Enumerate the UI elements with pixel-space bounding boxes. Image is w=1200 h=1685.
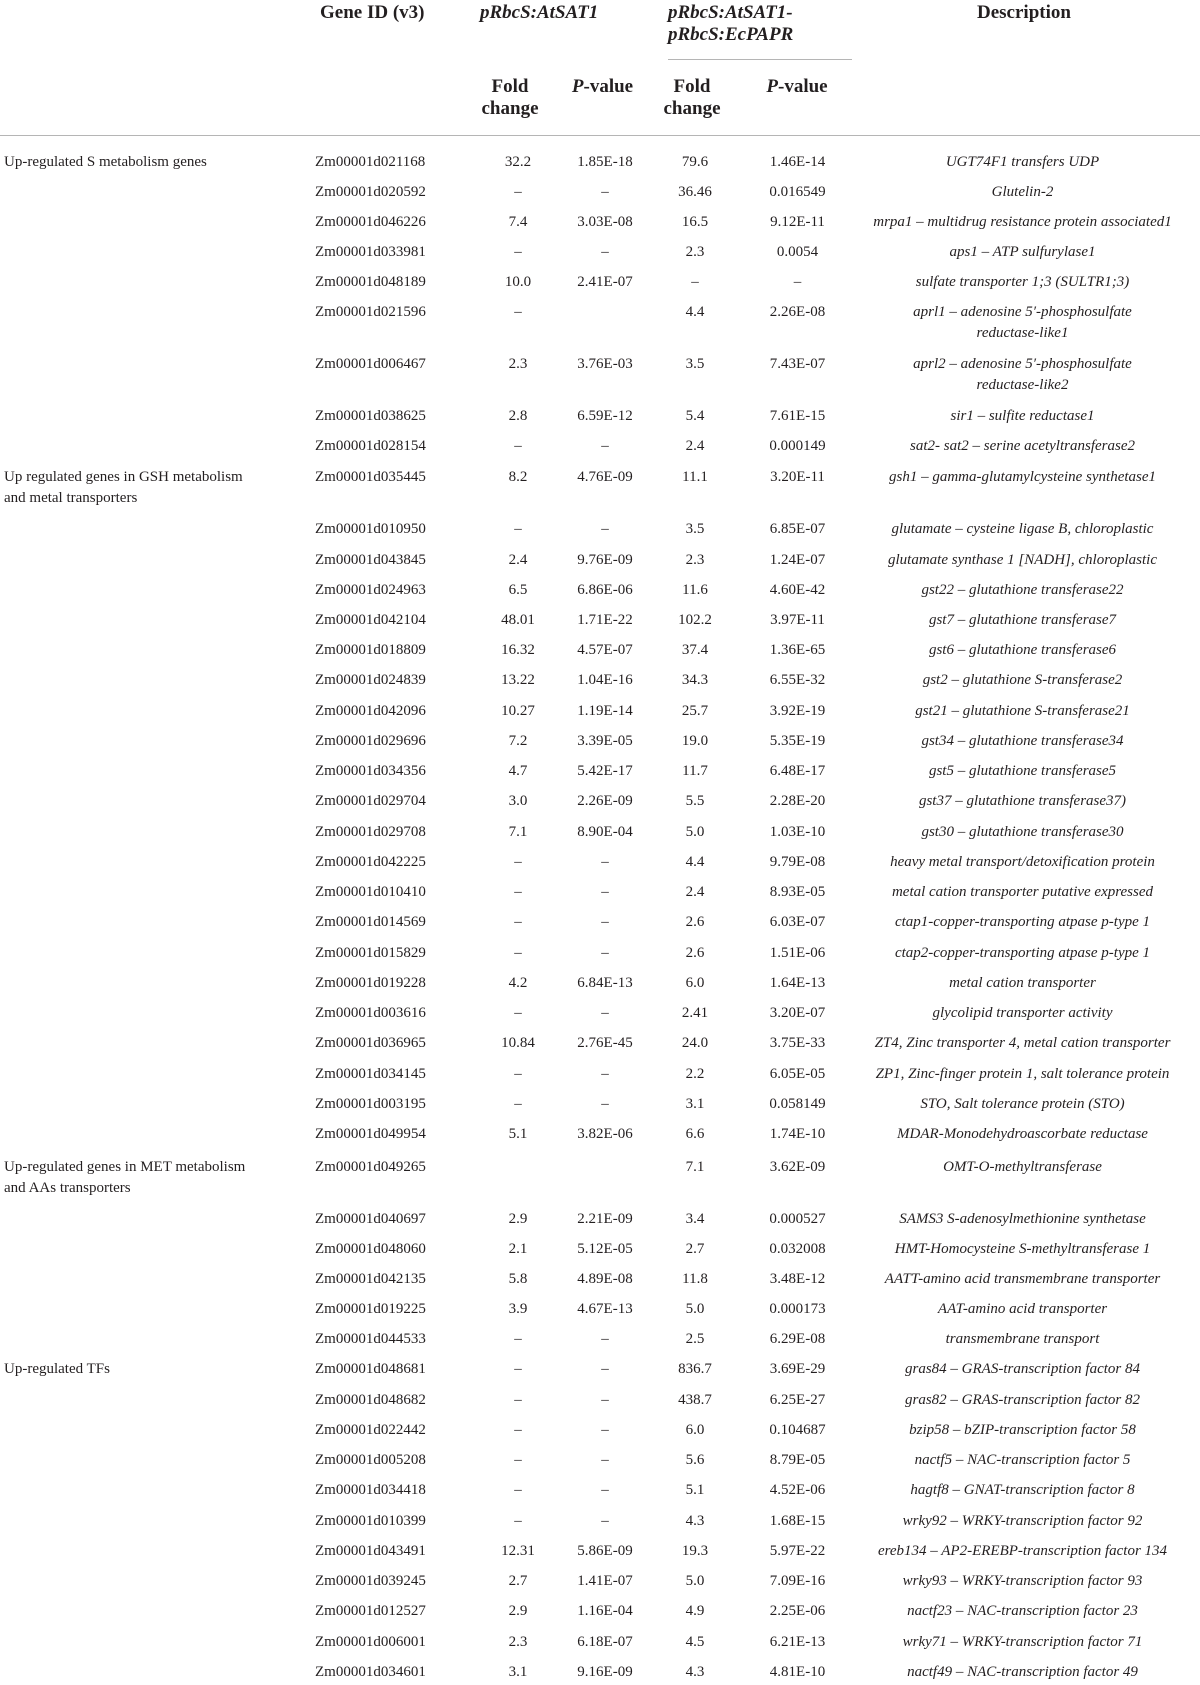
fold-change-2-cell: 6.0 [685, 1422, 705, 1438]
fold-change-1-cell: 2.9 [508, 1603, 528, 1619]
p-value-1-cell: 9.16E-09 [577, 1664, 633, 1680]
fold-change-1-cell: – [514, 1482, 522, 1498]
p-value-2-cell: 8.79E-05 [769, 1452, 826, 1468]
gene-id-cell: Zm00001d029704 [315, 793, 426, 809]
p-value-2-cell: 4.52E-06 [769, 1482, 826, 1498]
p-value-2-cell: 3.62E-09 [769, 1159, 826, 1175]
p-value-1-cell: 3.76E-03 [577, 356, 633, 372]
fold-change-2-cell: 2.6 [685, 914, 705, 930]
gene-id-cell: Zm00001d024963 [315, 582, 426, 598]
p-value-2-cell: 4.60E-42 [769, 582, 826, 598]
gene-id-cell: Zm00001d021168 [315, 154, 426, 170]
p-value-1-cell: – [601, 1005, 609, 1021]
description-cell: metal cation transporter putative expressed [891, 884, 1154, 900]
fold-change-2-cell: 2.4 [685, 438, 705, 454]
p-value-1-cell: 1.41E-07 [577, 1573, 633, 1589]
fold-change-1-cell: 13.22 [501, 672, 535, 688]
fold-change-2-cell: 5.0 [685, 824, 705, 840]
gene-id-cell: Zm00001d048060 [315, 1241, 426, 1257]
p-value-1-cell: – [601, 854, 609, 870]
fold-change-2-cell: 3.5 [685, 521, 705, 537]
p-value-1-cell: 2.21E-09 [577, 1211, 633, 1227]
p-value-2-cell: 1.03E-10 [769, 824, 826, 840]
fold-change-1-cell: – [514, 1361, 522, 1377]
fold-change-1-cell: 6.5 [508, 582, 528, 598]
p-value-2-cell: 2.25E-06 [769, 1603, 826, 1619]
description-cell: gst37 – glutathione transferase37) [918, 793, 1127, 809]
fold-change-2-cell: 102.2 [678, 612, 712, 628]
fold-change-2-cell: 2.2 [685, 1066, 705, 1082]
description-cell: glutamate – cysteine ligase B, chloroplastic [891, 521, 1154, 537]
gene-id-cell: Zm00001d003195 [315, 1096, 426, 1112]
gene-id-cell: Zm00001d019225 [315, 1301, 426, 1317]
description-cell: aprl2 – adenosine 5′-phosphosulfate reductase-like2 [913, 356, 1132, 393]
gene-id-cell: Zm00001d010950 [315, 521, 426, 537]
gene-id-cell: Zm00001d036965 [315, 1035, 426, 1051]
gene-id-cell: Zm00001d042104 [315, 612, 426, 628]
description-cell: wrky92 – WRKY-transcription factor 92 [902, 1513, 1143, 1529]
fold-change-1-cell: 2.3 [508, 356, 528, 372]
description-cell: AATT-amino acid transmembrane transporter [884, 1271, 1161, 1287]
fold-change-2-cell: 16.5 [681, 214, 709, 230]
gene-id-cell: Zm00001d010399 [315, 1513, 426, 1529]
gene-id-cell: Zm00001d034145 [315, 1066, 426, 1082]
description-cell: metal cation transporter [949, 975, 1096, 991]
p-value-2-cell: 1.74E-10 [769, 1126, 826, 1142]
p-value-2-cell: 9.79E-08 [769, 854, 826, 870]
fold-change-1-cell: 5.1 [508, 1126, 528, 1142]
fold-change-1-cell: 5.8 [508, 1271, 528, 1287]
p-value-2-cell: 0.032008 [769, 1241, 826, 1257]
fold-change-2-cell: 5.4 [685, 408, 705, 424]
description-cell: OMT-O-methyltransferase [943, 1159, 1102, 1175]
fold-change-2-cell: 6.6 [685, 1126, 705, 1142]
fold-change-1-cell: 32.2 [504, 154, 532, 170]
p-value-1-cell: – [601, 438, 609, 454]
p-value-1-cell: 3.82E-06 [577, 1126, 633, 1142]
fold-change-2-cell: 2.3 [685, 244, 705, 260]
fold-change-1-cell: 8.2 [508, 469, 528, 485]
description-cell: glycolipid transporter activity [932, 1005, 1113, 1021]
gene-id-cell: Zm00001d021596 [315, 304, 426, 320]
header-group2-rule [668, 59, 852, 60]
fold-change-1-cell: 7.2 [508, 733, 528, 749]
p-value-2-cell: 8.93E-05 [769, 884, 826, 900]
p-value-2-cell: 6.48E-17 [769, 763, 826, 779]
p-value-1-cell: 9.76E-09 [577, 552, 633, 568]
fold-change-1-cell: – [514, 184, 522, 200]
gene-id-cell: Zm00001d003616 [315, 1005, 426, 1021]
p-value-2-cell: 3.20E-11 [770, 469, 825, 485]
fold-change-1-cell: 7.4 [508, 214, 528, 230]
description-cell: wrky93 – WRKY-transcription factor 93 [902, 1573, 1143, 1589]
fold-change-1-cell: 2.4 [508, 552, 528, 568]
p-value-1-cell: 6.86E-06 [577, 582, 633, 598]
fold-change-1-cell: 3.0 [508, 793, 528, 809]
fold-change-1-cell: – [514, 438, 522, 454]
p-value-1-cell: – [601, 884, 609, 900]
gene-id-cell: Zm00001d044533 [315, 1331, 426, 1347]
description-cell: wrky71 – WRKY-transcription factor 71 [902, 1634, 1143, 1650]
fold-change-1-cell: 48.01 [501, 612, 535, 628]
gene-id-cell: Zm00001d040697 [315, 1211, 426, 1227]
p-value-2-cell: 1.68E-15 [769, 1513, 826, 1529]
fold-change-1-cell: – [514, 1513, 522, 1529]
fold-change-1-cell: 2.8 [508, 408, 528, 424]
fold-change-2-cell: 2.6 [685, 945, 705, 961]
fold-change-2-cell: 7.1 [685, 1159, 705, 1175]
p-value-2-cell: 1.51E-06 [769, 945, 826, 961]
description-cell: gst21 – glutathione S-transferase21 [915, 703, 1130, 719]
gene-id-cell: Zm00001d028154 [315, 438, 426, 454]
fold-change-2-cell: 79.6 [681, 154, 709, 170]
p-value-2-cell: 3.75E-33 [769, 1035, 826, 1051]
fold-change-1-cell: – [514, 1005, 522, 1021]
p-value-2-cell: 5.97E-22 [769, 1543, 826, 1559]
gene-id-cell: Zm00001d006001 [315, 1634, 426, 1650]
header-group2: pRbcS:AtSAT1- pRbcS:EcPAPR [668, 2, 794, 45]
description-cell: nactf5 – NAC-transcription factor 5 [914, 1452, 1131, 1468]
p-value-1-cell: 2.41E-07 [577, 274, 633, 290]
description-cell: sat2- sat2 – serine acetyltransferase2 [910, 438, 1135, 454]
description-cell: gst30 – glutathione transferase30 [921, 824, 1124, 840]
p-value-1-cell: – [601, 1096, 609, 1112]
description-cell: gst2 – glutathione S-transferase2 [922, 672, 1123, 688]
gene-id-cell: Zm00001d042096 [315, 703, 426, 719]
gene-id-cell: Zm00001d042135 [315, 1271, 426, 1287]
fold-change-1-cell: 2.3 [508, 1634, 528, 1650]
p-value-2-cell: 2.26E-08 [769, 304, 826, 320]
fold-change-2-cell: 11.6 [682, 582, 708, 598]
p-value-2-cell: 0.0054 [776, 244, 819, 260]
fold-change-1-cell: 2.1 [508, 1241, 528, 1257]
gene-id-cell: Zm00001d018809 [315, 642, 426, 658]
p-value-2-cell: 4.81E-10 [769, 1664, 826, 1680]
p-value-2-cell: 0.104687 [769, 1422, 826, 1438]
description-cell: HMT-Homocysteine S-methyltransferase 1 [894, 1241, 1151, 1257]
p-value-1-cell: 3.39E-05 [577, 733, 633, 749]
gene-id-cell: Zm00001d029708 [315, 824, 426, 840]
p-value-1-cell: – [601, 1513, 609, 1529]
description-cell: UGT74F1 transfers UDP [945, 154, 1100, 170]
description-cell: SAMS3 S-adenosylmethionine synthetase [899, 1211, 1146, 1227]
fold-change-2-cell: 6.0 [685, 975, 705, 991]
category-label: Up regulated genes in GSH metabolism and metal transporters [4, 469, 243, 506]
category-label: Up-regulated genes in MET metabolism and AAs transporters [4, 1159, 246, 1196]
description-cell: MDAR-Monodehydroascorbate reductase [897, 1126, 1148, 1142]
fold-change-1-cell: 4.7 [508, 763, 528, 779]
p-value-2-cell: 6.85E-07 [769, 521, 826, 537]
fold-change-1-cell: – [514, 914, 522, 930]
p-value-1-cell: – [601, 1066, 609, 1082]
p-value-2-cell: 0.000173 [769, 1301, 826, 1317]
p-value-1-cell: – [601, 1392, 609, 1408]
p-value-1-cell: 1.85E-18 [577, 154, 633, 170]
p-value-2-cell: 6.21E-13 [769, 1634, 826, 1650]
gene-id-cell: Zm00001d010410 [315, 884, 426, 900]
gene-id-cell: Zm00001d043491 [315, 1543, 426, 1559]
fold-change-1-cell: – [514, 854, 522, 870]
description-cell: hagtf8 – GNAT-transcription factor 8 [910, 1482, 1135, 1498]
fold-change-2-cell: 25.7 [681, 703, 709, 719]
p-value-2-cell: 7.43E-07 [769, 356, 826, 372]
fold-change-2-cell: 19.3 [681, 1543, 709, 1559]
fold-change-2-cell: 24.0 [681, 1035, 709, 1051]
fold-change-1-cell: – [514, 1066, 522, 1082]
description-cell: ctap1-copper-transporting atpase p-type 1 [894, 914, 1151, 930]
description-cell: mrpa1 – multidrug resistance protein associated1 [873, 214, 1172, 230]
fold-change-2-cell: 2.5 [685, 1331, 705, 1347]
p-value-2-cell: 3.69E-29 [769, 1361, 826, 1377]
fold-change-1-cell: – [514, 1452, 522, 1468]
p-value-1-cell: 3.03E-08 [577, 214, 633, 230]
description-cell: ZT4, Zinc transporter 4, metal cation transporter [874, 1035, 1171, 1051]
header-fold-change-1: Fold change [481, 76, 539, 119]
fold-change-2-cell: 19.0 [681, 733, 709, 749]
fold-change-2-cell: 37.4 [681, 642, 709, 658]
description-cell: ctap2-copper-transporting atpase p-type 1 [894, 945, 1151, 961]
gene-id-cell: Zm00001d034601 [315, 1664, 426, 1680]
description-cell: bzip58 – bZIP-transcription factor 58 [909, 1422, 1136, 1438]
fold-change-1-cell: – [514, 884, 522, 900]
description-cell: gst34 – glutathione transferase34 [921, 733, 1124, 749]
fold-change-1-cell: 10.84 [501, 1035, 535, 1051]
p-value-2-cell: 9.12E-11 [770, 214, 825, 230]
p-value-1-cell: 4.57E-07 [577, 642, 633, 658]
description-cell: nactf49 – NAC-transcription factor 49 [907, 1664, 1138, 1680]
p-value-1-cell: 1.71E-22 [577, 612, 633, 628]
p-value-2-cell: 6.05E-05 [769, 1066, 826, 1082]
gene-id-cell: Zm00001d034356 [315, 763, 426, 779]
fold-change-2-cell: 5.0 [685, 1301, 705, 1317]
p-value-1-cell: 6.84E-13 [577, 975, 633, 991]
p-value-1-cell: – [601, 1482, 609, 1498]
description-cell: gras82 – GRAS-transcription factor 82 [905, 1392, 1140, 1408]
p-value-1-cell: 4.89E-08 [577, 1271, 633, 1287]
fold-change-1-cell: 10.27 [501, 703, 535, 719]
fold-change-1-cell: – [514, 1392, 522, 1408]
fold-change-1-cell: – [514, 304, 522, 320]
header-fold-change-2: Fold change [663, 76, 721, 119]
p-value-2-cell: 7.61E-15 [769, 408, 826, 424]
header-bottom-rule [0, 135, 1200, 136]
p-value-1-cell: 1.16E-04 [577, 1603, 633, 1619]
p-value-2-cell: 3.92E-19 [769, 703, 826, 719]
p-value-1-cell: 4.67E-13 [577, 1301, 633, 1317]
p-value-2-cell: 0.000527 [769, 1211, 826, 1227]
gene-id-cell: Zm00001d048189 [315, 274, 426, 290]
gene-id-cell: Zm00001d005208 [315, 1452, 426, 1468]
fold-change-1-cell: – [514, 1331, 522, 1347]
p-value-1-cell: – [601, 521, 609, 537]
description-cell: STO, Salt tolerance protein (STO) [920, 1096, 1125, 1112]
p-value-1-cell: – [601, 945, 609, 961]
fold-change-2-cell: 4.9 [685, 1603, 705, 1619]
header-group1: pRbcS:AtSAT1 [480, 2, 599, 23]
fold-change-1-cell: – [514, 945, 522, 961]
fold-change-2-cell: 34.3 [681, 672, 709, 688]
header-description: Description [977, 2, 1071, 23]
description-cell: aprl1 – adenosine 5′-phosphosulfate reductase-like1 [913, 304, 1132, 341]
p-value-1-cell: – [601, 1331, 609, 1347]
gene-id-cell: Zm00001d035445 [315, 469, 426, 485]
description-cell: heavy metal transport/detoxification protein [890, 854, 1155, 870]
p-value-1-cell: – [601, 1422, 609, 1438]
p-value-2-cell: 0.000149 [769, 438, 826, 454]
fold-change-1-cell: 16.32 [501, 642, 535, 658]
fold-change-2-cell: 836.7 [678, 1361, 712, 1377]
gene-id-cell: Zm00001d043845 [315, 552, 426, 568]
fold-change-2-cell: 4.4 [685, 854, 705, 870]
description-cell: ZP1, Zinc-finger protein 1, salt tolerance protein [875, 1066, 1170, 1082]
p-value-1-cell: – [601, 244, 609, 260]
p-value-2-cell: 6.25E-27 [769, 1392, 826, 1408]
fold-change-2-cell: 3.1 [685, 1096, 705, 1112]
p-value-2-cell: 0.058149 [769, 1096, 826, 1112]
gene-id-cell: Zm00001d022442 [315, 1422, 426, 1438]
gene-id-cell: Zm00001d015829 [315, 945, 426, 961]
fold-change-1-cell: – [514, 1422, 522, 1438]
fold-change-1-cell: 4.2 [508, 975, 528, 991]
p-value-1-cell: 6.59E-12 [577, 408, 633, 424]
category-label: Up-regulated TFs [4, 1361, 110, 1377]
fold-change-1-cell: 2.7 [508, 1573, 528, 1589]
p-value-2-cell: 3.97E-11 [770, 612, 825, 628]
description-cell: sir1 – sulfite reductase1 [950, 408, 1095, 424]
description-cell: glutamate synthase 1 [NADH], chloroplastic [887, 552, 1157, 568]
p-value-1-cell: 5.42E-17 [577, 763, 633, 779]
p-value-2-cell: 6.55E-32 [769, 672, 826, 688]
description-cell: aps1 – ATP sulfurylase1 [949, 244, 1096, 260]
description-cell: gsh1 – gamma-glutamylcysteine synthetase1 [888, 469, 1157, 485]
fold-change-2-cell: 11.8 [682, 1271, 708, 1287]
fold-change-1-cell: 7.1 [508, 824, 528, 840]
gene-id-cell: Zm00001d048682 [315, 1392, 426, 1408]
gene-id-cell: Zm00001d019228 [315, 975, 426, 991]
gene-id-cell: Zm00001d046226 [315, 214, 426, 230]
p-value-2-cell: 5.35E-19 [769, 733, 826, 749]
gene-id-cell: Zm00001d029696 [315, 733, 426, 749]
fold-change-1-cell: 3.9 [508, 1301, 528, 1317]
fold-change-2-cell: – [691, 274, 699, 290]
p-value-1-cell: – [601, 184, 609, 200]
p-value-1-cell: – [601, 914, 609, 930]
p-value-1-cell: 1.04E-16 [577, 672, 633, 688]
p-value-1-cell: 6.18E-07 [577, 1634, 633, 1650]
gene-id-cell: Zm00001d006467 [315, 356, 426, 372]
gene-id-cell: Zm00001d038625 [315, 408, 426, 424]
description-cell: Glutelin-2 [991, 184, 1054, 200]
gene-id-cell: Zm00001d034418 [315, 1482, 426, 1498]
fold-change-2-cell: 4.4 [685, 304, 705, 320]
description-cell: gras84 – GRAS-transcription factor 84 [905, 1361, 1140, 1377]
fold-change-2-cell: 2.3 [685, 552, 705, 568]
p-value-2-cell: 6.29E-08 [769, 1331, 826, 1347]
description-cell: gst22 – glutathione transferase22 [921, 582, 1124, 598]
fold-change-2-cell: 3.4 [685, 1211, 705, 1227]
fold-change-2-cell: 2.41 [681, 1005, 709, 1021]
gene-id-cell: Zm00001d042225 [315, 854, 426, 870]
fold-change-2-cell: 5.1 [685, 1482, 705, 1498]
fold-change-2-cell: 2.7 [685, 1241, 705, 1257]
p-value-2-cell: 1.36E-65 [769, 642, 826, 658]
p-value-1-cell: 1.19E-14 [577, 703, 633, 719]
fold-change-2-cell: 4.3 [685, 1664, 705, 1680]
p-value-2-cell: 3.20E-07 [769, 1005, 826, 1021]
header-p-value-2: P-value [766, 76, 828, 97]
description-cell: gst6 – glutathione transferase6 [928, 642, 1117, 658]
fold-change-2-cell: 5.5 [685, 793, 705, 809]
p-value-2-cell: 7.09E-16 [769, 1573, 826, 1589]
p-value-1-cell: 8.90E-04 [577, 824, 633, 840]
description-cell: gst5 – glutathione transferase5 [928, 763, 1117, 779]
fold-change-2-cell: 4.5 [685, 1634, 705, 1650]
p-value-1-cell: 5.12E-05 [577, 1241, 633, 1257]
p-value-2-cell: – [793, 274, 802, 290]
description-cell: gst7 – glutathione transferase7 [928, 612, 1117, 628]
p-value-1-cell: 4.76E-09 [577, 469, 633, 485]
description-cell: ereb134 – AP2-EREBP-transcription factor 134 [877, 1543, 1168, 1559]
p-value-1-cell: 5.86E-09 [577, 1543, 633, 1559]
fold-change-2-cell: 36.46 [678, 184, 712, 200]
p-value-1-cell: 2.76E-45 [577, 1035, 633, 1051]
p-value-2-cell: 0.016549 [769, 184, 826, 200]
fold-change-2-cell: 438.7 [678, 1392, 712, 1408]
category-label: Up-regulated S metabolism genes [4, 154, 207, 170]
p-value-2-cell: 1.46E-14 [769, 154, 826, 170]
gene-id-cell: Zm00001d020592 [315, 184, 426, 200]
fold-change-2-cell: 11.7 [682, 763, 708, 779]
fold-change-1-cell: 2.9 [508, 1211, 528, 1227]
description-cell: AAT-amino acid transporter [937, 1301, 1108, 1317]
gene-id-cell: Zm00001d012527 [315, 1603, 426, 1619]
gene-id-cell: Zm00001d014569 [315, 914, 426, 930]
fold-change-1-cell: – [514, 244, 522, 260]
gene-id-cell: Zm00001d049265 [315, 1159, 426, 1175]
header-gene-id: Gene ID (v3) [320, 2, 425, 23]
gene-id-cell: Zm00001d049954 [315, 1126, 426, 1142]
p-value-2-cell: 6.03E-07 [769, 914, 826, 930]
fold-change-1-cell: 10.0 [504, 274, 532, 290]
p-value-2-cell: 2.28E-20 [769, 793, 826, 809]
p-value-2-cell: 1.64E-13 [769, 975, 826, 991]
p-value-1-cell: – [601, 1452, 609, 1468]
fold-change-1-cell: – [514, 1096, 522, 1112]
fold-change-2-cell: 5.0 [685, 1573, 705, 1589]
description-cell: nactf23 – NAC-transcription factor 23 [907, 1603, 1138, 1619]
fold-change-1-cell: 12.31 [501, 1543, 535, 1559]
gene-id-cell: Zm00001d024839 [315, 672, 426, 688]
description-cell: sulfate transporter 1;3 (SULTR1;3) [915, 274, 1130, 290]
gene-id-cell: Zm00001d033981 [315, 244, 426, 260]
gene-id-cell: Zm00001d048681 [315, 1361, 426, 1377]
p-value-1-cell: 2.26E-09 [577, 793, 633, 809]
fold-change-2-cell: 4.3 [685, 1513, 705, 1529]
p-value-2-cell: 3.48E-12 [769, 1271, 826, 1287]
gene-id-cell: Zm00001d039245 [315, 1573, 426, 1589]
fold-change-1-cell: 3.1 [508, 1664, 528, 1680]
fold-change-2-cell: 5.6 [685, 1452, 705, 1468]
fold-change-2-cell: 11.1 [682, 469, 708, 485]
header-p-value-1: P-value [571, 76, 634, 97]
fold-change-1-cell: – [514, 521, 522, 537]
description-cell: transmembrane transport [945, 1331, 1100, 1347]
p-value-2-cell: 1.24E-07 [769, 552, 826, 568]
fold-change-2-cell: 2.4 [685, 884, 705, 900]
fold-change-2-cell: 3.5 [685, 356, 705, 372]
p-value-1-cell: – [601, 1361, 609, 1377]
